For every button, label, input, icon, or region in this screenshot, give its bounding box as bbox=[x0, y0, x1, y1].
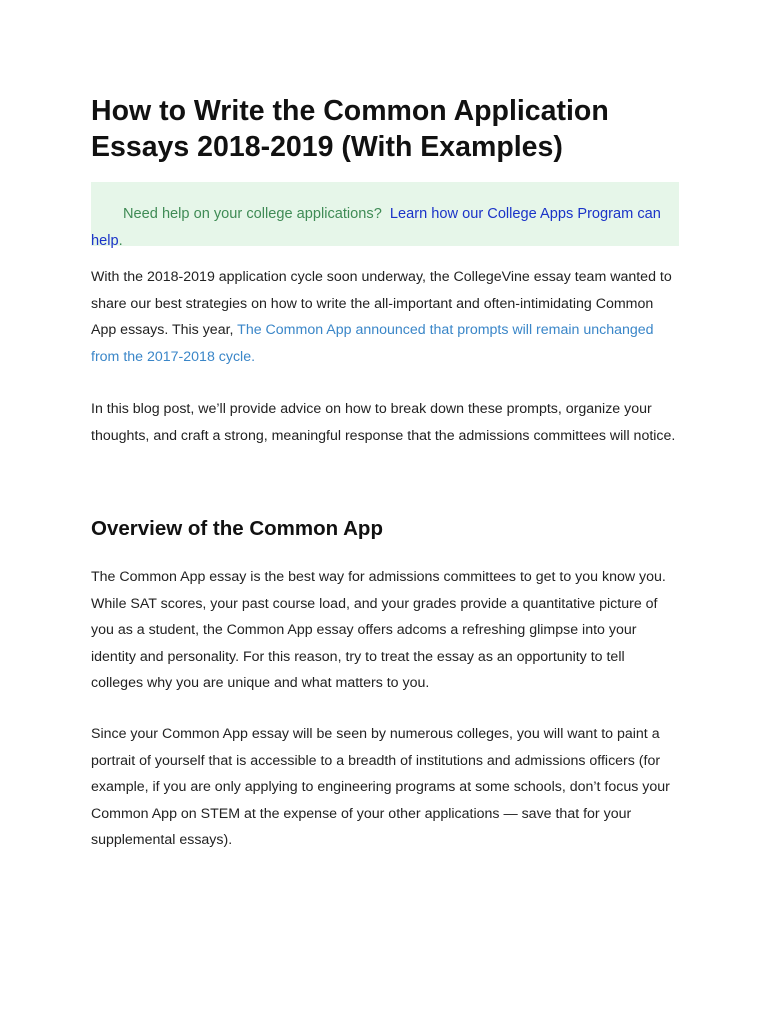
intro-text: With the 2018-2019 application cycle soon underway, the CollegeVine essay team wanted to share our best strategies on how to write the all-important and often-intimidating Common App essays. This year, bbox=[91, 269, 672, 338]
callout-text: Need help on your college applications? bbox=[123, 206, 382, 222]
section-heading: Overview of the Common App bbox=[91, 517, 383, 540]
common-app-announcement-link[interactable]: The Common App announced that prompts will remain unchanged from the 2017-2018 cycle. bbox=[91, 322, 654, 365]
blog-post-paragraph: In this blog post, we’ll provide advice on how to break down these prompts, organize your thoughts, and craft a strong, meaningful response that the admissions committees will notice. bbox=[91, 401, 676, 444]
help-callout bbox=[91, 182, 679, 249]
college-apps-program-link[interactable]: Learn how our College Apps Program can help bbox=[91, 206, 661, 249]
intro-paragraph bbox=[91, 264, 679, 370]
portrait-paragraph: Since your Common App essay will be seen by numerous colleges, you will want to paint a portrait of yourself that is accessible to a breadth of institutions and admissions officers (for example, if you are only applying to engineering programs at some schools, don’t focus your Common App on STEM at the expense of your other applications — save that for your supplemental essays). bbox=[91, 726, 670, 848]
article-title: How to Write the Common Application Essays 2018-2019 (With Examples) bbox=[91, 95, 609, 163]
overview-paragraph: The Common App essay is the best way for admissions committees to get to you know you. While SAT scores, your past course load, and your grades provide a quantitative picture of you as a student, the Common App essay offers adcoms a refreshing glimpse into your identity and personality. For this reason, try to treat the essay as an opportunity to tell colleges why you are unique and what matters to you. bbox=[91, 569, 666, 691]
callout-suffix: . bbox=[118, 233, 123, 249]
